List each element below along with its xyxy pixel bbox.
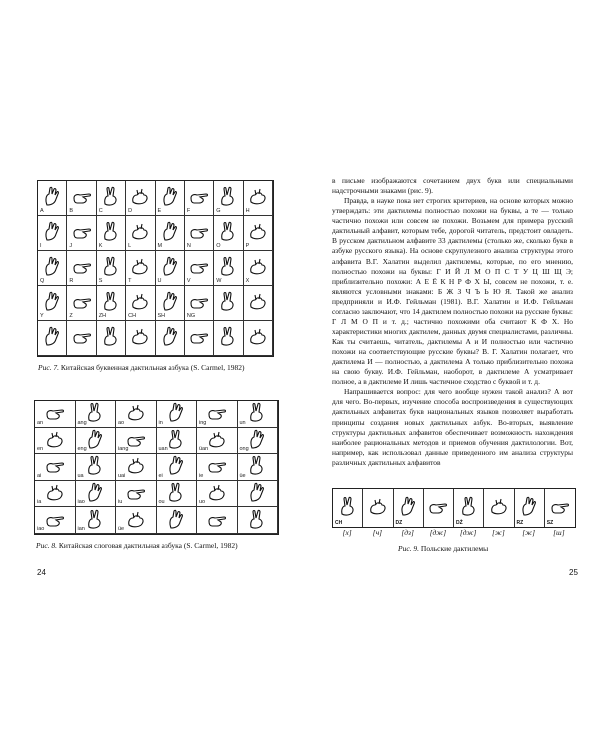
figure-9-polish-dactyl-strip [332,488,576,528]
hand-sign-icon [71,291,93,311]
alphabet-cell [38,321,67,356]
alphabet-cell [157,401,198,428]
hand-sign-icon [247,326,269,346]
alphabet-cell [35,454,76,481]
alphabet-cell [116,481,157,508]
hand-sign-icon [206,482,228,502]
alphabet-cell [185,216,214,251]
body-text [332,176,573,468]
cell-label: üe [239,472,246,479]
alphabet-cell [214,321,243,356]
paragraph: в письме изображаются сочетанием двух букв или специальными надстрочными знаками (рис. 9). [332,176,573,196]
hand-sign-icon [44,509,66,529]
hand-sign-icon [518,494,540,518]
alphabet-cell [97,251,126,286]
cell-label: S [98,278,103,284]
alphabet-cell [157,454,198,481]
cell-label: R [69,278,74,284]
alphabet-cell [126,286,155,321]
hand-sign-icon [84,402,106,422]
alphabet-cell [157,507,198,534]
dactyl-cell [545,489,575,527]
hand-sign-icon [247,256,269,276]
alphabet-cell [157,428,198,455]
alphabet-cell [238,481,279,508]
alphabet-cell [244,321,273,356]
alphabet-cell [156,321,185,356]
alphabet-cell [238,507,279,534]
hand-sign-icon [129,326,151,346]
hand-sign-icon [100,186,122,206]
alphabet-cell [156,251,185,286]
hand-sign-icon [41,221,63,241]
alphabet-cell [244,286,273,321]
cell-label: an [37,419,44,426]
cell-label: ian [77,526,85,532]
cell-label: C [98,208,103,214]
cell-label: ou [158,499,165,506]
hand-sign-icon [427,494,449,518]
hand-sign-icon [188,326,210,346]
cell-label: in [158,419,163,426]
alphabet-cell [76,454,117,481]
alphabet-cell [156,181,185,216]
alphabet-cell [185,321,214,356]
hand-sign-icon [217,221,239,241]
cell-label: Q [40,278,45,284]
figure-7-caption-label: Рис. 7. [38,363,60,372]
alphabet-cell [67,216,96,251]
alphabet-cell [35,481,76,508]
cell-label: iao [77,499,85,506]
cell-label: K [98,243,103,249]
alphabet-cell [67,321,96,356]
alphabet-cell [197,454,238,481]
figure-7-chinese-alphabet-grid [37,180,274,357]
cell-label: DŻ [456,520,463,526]
hand-sign-icon [217,256,239,276]
alphabet-cell [38,216,67,251]
dactyl-cell [363,489,393,527]
cell-label: ai [37,472,42,479]
hand-sign-icon [44,455,66,475]
alphabet-cell [238,428,279,455]
sound-label: [ч] [372,528,383,537]
alphabet-cell [185,251,214,286]
hand-sign-icon [549,494,571,518]
cell-label: W [216,278,222,284]
hand-sign-icon [206,455,228,475]
alphabet-cell [38,286,67,321]
alphabet-cell [156,286,185,321]
cell-label: ua [77,472,84,479]
hand-sign-icon [337,494,359,518]
hand-sign-icon [397,494,419,518]
cell-label: E [157,208,162,214]
alphabet-cell [76,401,117,428]
cell-label: ang [77,419,87,426]
sound-label: [дз] [401,528,414,537]
page-number-left: 24 [37,568,46,577]
cell-label: uai [118,472,126,479]
hand-sign-icon [71,186,93,206]
cell-label: RZ [516,520,524,526]
cell-label: NG [186,313,196,319]
cell-label: SZ [546,520,554,526]
alphabet-cell [35,428,76,455]
hand-sign-icon [165,509,187,529]
figure-8-caption-label: Рис. 8. [36,541,58,550]
hand-sign-icon [217,186,239,206]
hand-sign-icon [206,402,228,422]
cell-label: U [157,278,162,284]
hand-sign-icon [246,455,268,475]
hand-sign-icon [84,482,106,502]
hand-sign-icon [41,291,63,311]
right-page [300,0,600,750]
cell-label: J [69,243,73,249]
hand-sign-icon [247,221,269,241]
cell-label: ZH [98,313,107,319]
alphabet-cell [214,181,243,216]
cell-label: iao [37,526,45,532]
dactyl-cell [333,489,363,527]
figure-9-caption-label: Рис. 9. [398,544,420,553]
hand-sign-icon [165,402,187,422]
alphabet-cell [38,181,67,216]
hand-sign-icon [125,482,147,502]
alphabet-cell [185,181,214,216]
cell-label: üan [199,446,209,453]
alphabet-cell [116,428,157,455]
hand-sign-icon [246,482,268,502]
alphabet-cell [214,286,243,321]
figure-7-caption-text: Китайская буквенная дактильная азбука (S. Carmel, 1982) [59,363,245,372]
paragraph: Напрашивается вопрос: для чего вообще нужен такой анализ? А вот для чего. Во-первых, изучение способа воспроизведения в существующих дактильных алфавитах букв национальных языков позволяет выработать принципы создания новых дактильных азбук. Во-вторых, выявление структуры дактильных алфавитов обеспечивает возможность нахождения наиболее рациональных методов и приемов обучения дактилологии. Вот, например, как использовал данные приведенного им анализа структуры различных дактильных алфавитов [332,387,573,467]
hand-sign-icon [217,326,239,346]
hand-sign-icon [188,256,210,276]
cell-label: M [157,243,163,249]
hand-sign-icon [71,256,93,276]
hand-sign-icon [44,402,66,422]
cell-label: L [128,243,132,249]
alphabet-cell [35,401,76,428]
hand-sign-icon [129,186,151,206]
figure-9-caption [398,544,488,553]
dactyl-cell [454,489,484,527]
hand-sign-icon [246,402,268,422]
hand-sign-icon [125,509,147,529]
cell-label: en [37,446,44,453]
alphabet-cell [197,507,238,534]
cell-label: ie [199,472,204,479]
hand-sign-icon [206,429,228,449]
hand-sign-icon [159,256,181,276]
cell-label: F [186,208,191,214]
dactyl-cell [394,489,424,527]
figure-9-caption-text: Польские дактилемы [419,544,489,553]
hand-sign-icon [125,455,147,475]
cell-label: G [216,208,221,214]
cell-label: ei [158,472,163,479]
cell-label: O [216,243,221,249]
alphabet-cell [67,286,96,321]
alphabet-cell [126,251,155,286]
alphabet-cell [126,181,155,216]
dactyl-cell [424,489,454,527]
cell-label: iu [118,499,123,506]
hand-sign-icon [129,221,151,241]
cell-label: üe [118,526,125,532]
hand-sign-icon [246,429,268,449]
hand-sign-icon [367,494,389,518]
cell-label: V [186,278,191,284]
cell-label: SH [157,313,166,319]
alphabet-cell [116,401,157,428]
alphabet-cell [197,401,238,428]
hand-sign-icon [41,256,63,276]
hand-sign-icon [188,291,210,311]
hand-sign-icon [84,455,106,475]
cell-label: ia [37,499,42,506]
alphabet-cell [35,507,76,534]
hand-sign-icon [206,509,228,529]
cell-label: Z [69,313,73,319]
alphabet-cell [126,321,155,356]
cell-label: ong [239,446,249,453]
hand-sign-icon [125,402,147,422]
cell-label: un [239,419,246,426]
cell-label: CH [128,313,137,319]
figure-8-caption [36,541,238,550]
cell-label: H [245,208,250,214]
hand-sign-icon [100,221,122,241]
hand-sign-icon [458,494,480,518]
cell-label: A [40,208,44,214]
hand-sign-icon [41,186,63,206]
dactyl-cell [484,489,514,527]
page-number-right: 25 [569,568,578,577]
alphabet-cell [214,251,243,286]
cell-label: X [245,278,250,284]
cell-label: Y [40,313,44,319]
alphabet-cell [238,454,279,481]
alphabet-cell [67,181,96,216]
cell-label: DZ [395,520,403,526]
sound-label: [ж] [522,528,536,537]
sound-label: [ш] [553,528,565,537]
dactyl-cell [515,489,545,527]
hand-sign-icon [100,326,122,346]
hand-sign-icon [188,186,210,206]
hand-sign-icon [41,326,63,346]
alphabet-cell [238,401,279,428]
hand-sign-icon [488,494,510,518]
alphabet-cell [97,181,126,216]
alphabet-cell [97,286,126,321]
hand-sign-icon [84,429,106,449]
alphabet-cell [197,481,238,508]
hand-sign-icon [246,509,268,529]
figure-8-chinese-syllabic-grid [34,400,279,535]
hand-sign-icon [165,455,187,475]
hand-sign-icon [71,326,93,346]
hand-sign-icon [100,291,122,311]
cell-label: B [69,208,74,214]
alphabet-cell [116,454,157,481]
alphabet-cell [97,321,126,356]
hand-sign-icon [247,291,269,311]
figure-7-caption [38,363,244,372]
alphabet-cell [67,251,96,286]
hand-sign-icon [247,186,269,206]
cell-label: N [186,243,191,249]
cell-label: CH [335,520,343,526]
alphabet-cell [76,428,117,455]
cell-label: T [128,278,132,284]
sound-label: [дж] [459,528,477,537]
alphabet-cell [244,216,273,251]
alphabet-cell [97,216,126,251]
alphabet-cell [76,481,117,508]
hand-sign-icon [129,256,151,276]
cell-label: P [245,243,250,249]
alphabet-cell [126,216,155,251]
alphabet-cell [214,216,243,251]
alphabet-cell [76,507,117,534]
alphabet-cell [197,428,238,455]
alphabet-cell [185,286,214,321]
cell-label: I [40,243,42,249]
hand-sign-icon [44,429,66,449]
alphabet-cell [157,481,198,508]
cell-label: D [128,208,133,214]
sound-label: [х] [342,528,352,537]
hand-sign-icon [100,256,122,276]
hand-sign-icon [71,221,93,241]
alphabet-cell [156,216,185,251]
sound-label: [ж] [491,528,505,537]
figure-8-caption-text: Китайская слоговая дактильная азбука (S. Carmel, 1982) [57,541,238,550]
cell-label: uan [158,446,168,453]
cell-label: ing [199,419,207,426]
hand-sign-icon [159,291,181,311]
alphabet-cell [116,507,157,534]
hand-sign-icon [217,291,239,311]
cell-label: uo [199,499,206,506]
hand-sign-icon [159,326,181,346]
alphabet-cell [244,251,273,286]
hand-sign-icon [165,429,187,449]
hand-sign-icon [165,482,187,502]
sound-label: [дж] [429,528,447,537]
hand-sign-icon [84,509,106,529]
hand-sign-icon [129,291,151,311]
paragraph: Правда, в науке пока нет строгих критериев, на основе которых можно утверждать: эти дактилемы полностью похожи на буквы, а те — только частично похожи или совсем не похожи. Возьмем для примера русский дактильный алфавит, которым тебе, дорогой читатель, предстоит овладеть. В русском дактильном алфавите 33 дактилемы (столько же, сколько букв в азбуке русского языка). На основе скрупулезного анализа структуры этого алфавита В.Г. Халатин выделил дактилемы, которые, по его мнению, полностью похожи на буквы: Г И Й Л М О П С Т У Ц Ш Щ Э; приблизительно похожи: А Е Ё К Н Р Ф Х Ы, совсем не похожи, т. е. являются условными знаками: Б Ж З Ч Ъ Ь Ю Я. Такой же анализ предприняли и И.Ф. Гейльман (1981). В.Г. Халатин и И.Ф. Гейльман согласно заключают, что 14 дактилем полностью похожи на русские буквы: Г Л М О П и т. д.; частично похожими оба считают К Ф Х. Но характеристики многих дактилем, данных двумя специалистами, различны. Как ты считаешь, читатель, дактилемы А и И полностью или частично похожи на соответствующие русские буквы? В. Г. Халатин полагает, что дактилема И — полностью, а дактилема А только приблизительно похожа на свою букву. И.Ф. Гейльман, наоборот, в дактилеме А усматривает полное, а в дактилеме И лишь частичное сходство с буквой и т. д. [332,196,573,387]
figure-9-sound-row [332,528,574,537]
cell-label: iang [118,446,129,453]
cell-label: ao [118,419,125,426]
hand-sign-icon [159,221,181,241]
alphabet-cell [38,251,67,286]
cell-label: eng [77,446,87,453]
alphabet-cell [244,181,273,216]
hand-sign-icon [44,482,66,502]
hand-sign-icon [159,186,181,206]
hand-sign-icon [188,221,210,241]
